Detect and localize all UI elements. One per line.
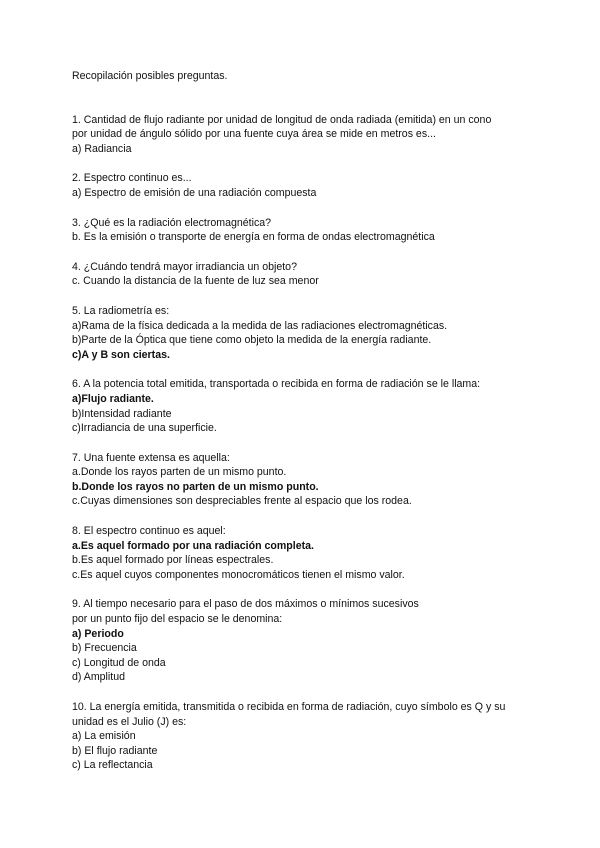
answer-option: b)Parte de la Óptica que tiene como objeto la medida de la energía radiante. (72, 334, 432, 347)
answer-option: c.Es aquel cuyos componentes monocromáticos tienen el mismo valor. (72, 568, 405, 581)
answer-option: b)Intensidad radiante (72, 407, 172, 420)
question-text: 9. Al tiempo necesario para el paso de dos máximos o mínimos sucesivos (72, 598, 419, 611)
question-text: 3. ¿Qué es la radiación electromagnética? (72, 216, 272, 229)
question-7 (72, 451, 572, 509)
correct-answer-option: a) Periodo (72, 627, 124, 640)
correct-answer-option: c)A y B son ciertas. (72, 348, 170, 361)
question-1 (72, 113, 572, 157)
question-5 (72, 304, 572, 362)
answer-option: b) Frecuencia (72, 642, 137, 655)
answer-option: b. Es la emisión o transporte de energía en forma de ondas electromagnética (72, 231, 435, 244)
answer-option: b) El flujo radiante (72, 744, 158, 757)
question-2 (72, 171, 572, 200)
correct-answer-option: a.Es aquel formado por una radiación completa. (72, 539, 314, 552)
question-text: 1. Cantidad de flujo radiante por unidad de longitud de onda radiada (emitida) en un cono (72, 113, 492, 126)
question-text: unidad es el Julio (J) es: (72, 715, 187, 728)
question-text: 4. ¿Cuándo tendrá mayor irradiancia un objeto? (72, 260, 297, 273)
question-4 (72, 260, 572, 289)
question-8 (72, 524, 572, 582)
question-10 (72, 700, 572, 773)
question-6 (72, 377, 572, 435)
answer-option: c. Cuando la distancia de la fuente de luz sea menor (72, 275, 319, 288)
question-text: 10. La energía emitida, transmitida o recibida en forma de radiación, cuyo símbolo es Q y su (72, 701, 506, 713)
correct-answer-option: a)Flujo radiante. (72, 392, 154, 405)
answer-option: a) La emisión (72, 730, 136, 743)
answer-option: c)Irradiancia de una superficie. (72, 422, 217, 435)
answer-option: c) La reflectancia (72, 759, 153, 772)
answer-option: a) Espectro de emisión de una radiación compuesta (72, 186, 317, 199)
correct-answer-option: b.Donde los rayos no parten de un mismo punto. (72, 480, 319, 493)
question-9 (72, 597, 572, 685)
question-3 (72, 216, 572, 245)
question-text: 5. La radiometría es: (72, 304, 170, 317)
answer-option: d) Amplitud (72, 671, 125, 684)
document-body (72, 69, 572, 788)
question-text: 2. Espectro continuo es... (72, 172, 192, 185)
question-text: 8. El espectro continuo es aquel: (72, 525, 226, 538)
answer-option: b.Es aquel formado por líneas espectrales. (72, 554, 274, 567)
question-text: 6. A la potencia total emitida, transportada o recibida en forma de radiación se le llama: (72, 378, 481, 391)
answer-option: c) Longitud de onda (72, 656, 166, 669)
answer-option: a) Radiancia (72, 142, 132, 155)
document-title: Recopilación posibles preguntas. (72, 70, 228, 82)
question-text: por un punto fijo del espacio se le denomina: (72, 613, 283, 626)
question-text: por unidad de ángulo sólido por una fuente cuya área se mide en metros es... (72, 128, 436, 141)
answer-option: a)Rama de la física dedicada a la medida de las radiaciones electromagnéticas. (72, 319, 448, 332)
answer-option: a.Donde los rayos parten de un mismo punto. (72, 466, 287, 479)
answer-option: c.Cuyas dimensiones son despreciables frente al espacio que los rodea. (72, 495, 412, 508)
question-text: 7. Una fuente extensa es aquella: (72, 451, 230, 464)
